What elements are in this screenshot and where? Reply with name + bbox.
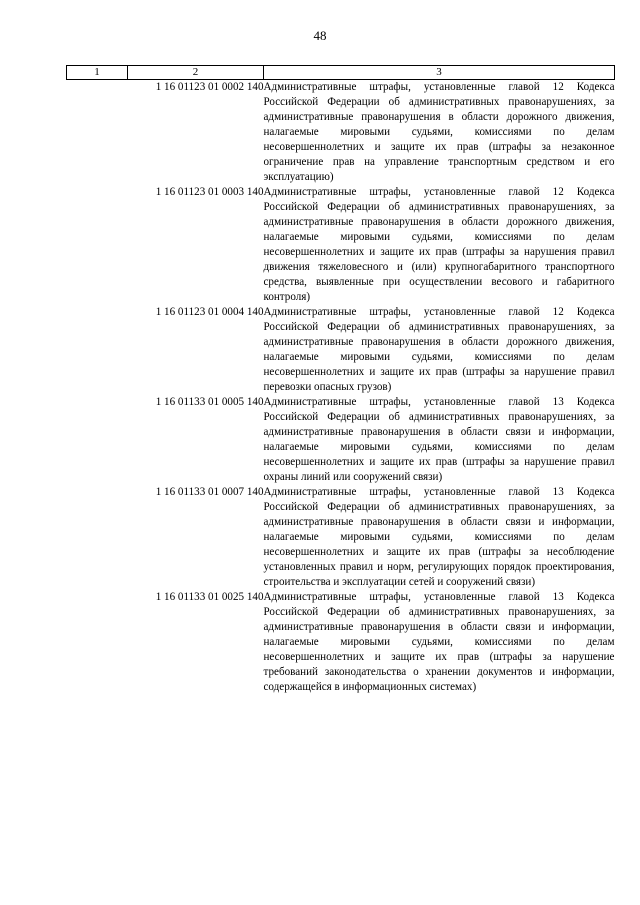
budget-classification-code: 1 16 01133 01 0025 140 xyxy=(155,591,264,603)
income-description: Административные штрафы, установленные главой 12 Кодекса Российской Федерации об административных правонарушениях, за административные правонарушения в области дорожного движения, налагаемые мировыми судьями, комиссиями по делам несовершеннолетних и защите их прав (штрафы за незаконное ограничение прав на управление транспортным средством и его эксплуатацию) xyxy=(263,81,615,183)
row-number-cell xyxy=(67,185,128,305)
table-row xyxy=(67,395,615,485)
budget-classification-code: 1 16 01123 01 0004 140 xyxy=(155,306,264,318)
budget-classification-code: 1 16 01123 01 0002 140 xyxy=(155,81,264,93)
income-description: Административные штрафы, установленные главой 12 Кодекса Российской Федерации об административных правонарушениях, за административные правонарушения в области дорожного движения, налагаемые мировыми судьями, комиссиями по делам несовершеннолетних и защите их прав (штрафы за нарушения правил движения тяжеловесного и (или) крупногабаритного транспортного средства, выявленные при осуществлении весового и габаритного контроля) xyxy=(263,186,615,303)
income-description: Административные штрафы, установленные главой 13 Кодекса Российской Федерации об административных правонарушениях, за административные правонарушения в области связи и информации, налагаемые мировыми судьями, комиссиями по делам несовершеннолетних и защите их прав (штрафы за нарушение правил охраны линий или сооружений связи) xyxy=(263,396,615,483)
row-number-cell xyxy=(67,485,128,590)
row-number-cell xyxy=(67,395,128,485)
row-number-cell xyxy=(67,80,128,186)
table-body xyxy=(67,80,615,696)
income-description: Административные штрафы, установленные главой 12 Кодекса Российской Федерации об административных правонарушениях, за административные правонарушения в области дорожного движения, налагаемые мировыми судьями, комиссиями по делам несовершеннолетних и защите их прав (штрафы за нарушение правил перевозки опасных грузов) xyxy=(263,306,615,393)
budget-classification-code: 1 16 01133 01 0007 140 xyxy=(155,486,264,498)
table-header-row xyxy=(67,66,615,80)
table-row xyxy=(67,590,615,695)
row-number-cell xyxy=(67,305,128,395)
table-row xyxy=(67,185,615,305)
column-header-1: 1 xyxy=(67,66,128,80)
page-number: 48 xyxy=(313,28,327,43)
row-number-cell xyxy=(67,590,128,695)
budget-classification-code: 1 16 01123 01 0003 140 xyxy=(155,186,264,198)
table-row xyxy=(67,80,615,186)
budget-codes-table xyxy=(66,65,615,695)
income-description: Административные штрафы, установленные главой 13 Кодекса Российской Федерации об административных правонарушениях, за административные правонарушения в области связи и информации, налагаемые мировыми судьями, комиссиями по делам несовершеннолетних и защите их прав (штрафы за нарушение требований законодательства о хранении документов и информации, содержащейся в информационных системах) xyxy=(263,591,615,693)
income-description: Административные штрафы, установленные главой 13 Кодекса Российской Федерации об административных правонарушениях, за административные правонарушения в области связи и информации, налагаемые мировыми судьями, комиссиями по делам несовершеннолетних и защите их прав (штрафы за несоблюдение установленных правил и норм, регулирующих порядок проектирования, строительства и эксплуатации сетей и сооружений связи) xyxy=(263,486,615,588)
table-row xyxy=(67,485,615,590)
table-row xyxy=(67,305,615,395)
column-header-3: 3 xyxy=(264,66,615,80)
budget-classification-code: 1 16 01133 01 0005 140 xyxy=(155,396,264,408)
column-header-2: 2 xyxy=(128,66,264,80)
